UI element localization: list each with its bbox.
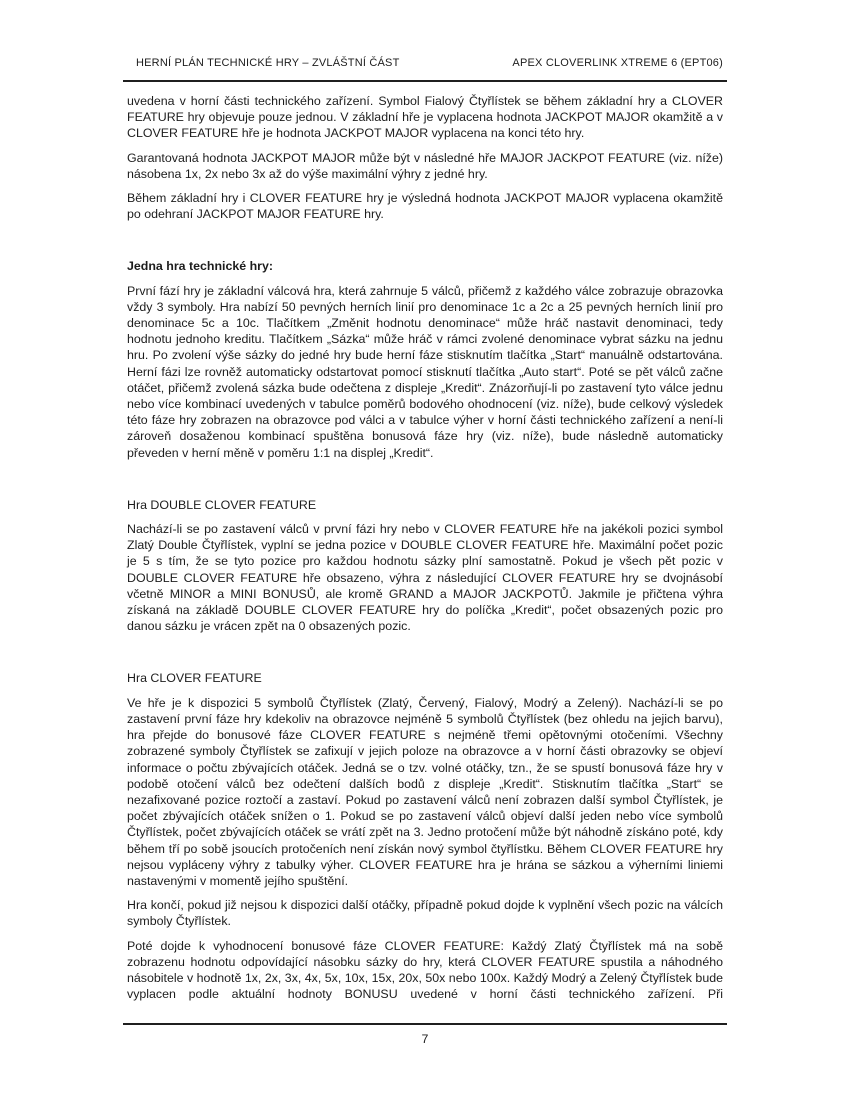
page-header	[127, 0, 723, 69]
footer-rule	[123, 1023, 727, 1025]
body-paragraph: První fází hry je základní válcová hra, která zahrnuje 5 válců, přičemž z každého válce zobrazuje obrazovka vždy 3 symboly. Hra nabízí 50 pevných herních linií pro denominace 1c a 2c a 25 pevných herních linií pro denominace 5c a 10c. Tlačítkem „Změnit hodnotu denominace“ může hráč nastavit denominaci, tedy hodnotu jednoho kreditu. Tlačítkem „Sázka“ může hráč v rámci zvolené denominace vybrat sázku na jednu hru. Po zvolení výše sázky do jedné hry bude herní fáze stisknutím tlačítka „Start“ manuálně odstartována. Herní fázi lze rovněž automaticky odstartovat pomocí stisknutí tlačítka „Auto start“. Poté se pět válců začne otáčet, přičemž zvolená sázka bude odečtena z displeje „Kredit“. Znázorňují-li po zastavení tyto válce jednu nebo více kombinací uvedených v tabulce poměrů bodového ohodnocení (viz. níže), bude celkový výsledek této fáze hry zobrazen na obrazovce pod válci a v tabulce výher v horní části technického zařízení a není-li zároveň dosaženou kombinací spuštěna bonusová fáze hry (viz. níže), bude následně automaticky převeden v herní měně v poměru 1:1 na displej „Kredit“.	[127, 283, 723, 460]
body-paragraph: Ve hře je k dispozici 5 symbolů Čtyřlístek (Zlatý, Červený, Fialový, Modrý a Zelený). Nachází-li se po zastavení první fáze hry kdekoliv na obrazovce nejméně 5 symbolů Čtyřlístek (bez ohledu na jejich barvu), hra přejde do bonusové fáze CLOVER FEATURE s nejméně třemi opětovnými otočeními. Všechny zobrazené symboly Čtyřlístek se zafixují v jejich poloze na obrazovce a v horní části obrazovky se objeví informace o počtu zbývajících otáček. Jedná se o tzv. volné otáčky, tzn., že se spustí bonusová fáze hry v podobě otočení válců bez odečtení dalších bodů z displeje „Kredit“. Stisknutím tlačítka „Start“ se nezafixované pozice roztočí a zastaví. Pokud po zastavení válců není zobrazen další symbol Čtyřlístek, je počet zbývajících otáček snížen o 1. Pokud se po zastavení válců objeví další jeden nebo více symbolů Čtyřlístek, počet zbývajících otáček se vrátí zpět na 3. Jedno protočení může být náhodně získáno poté, kdy během tří po sobě jsoucích protočeních není získán nový symbol čtyřlístku. Během CLOVER FEATURE hry nejsou vypláceny výhry z tabulky výher. CLOVER FEATURE hra je hrána se sázkou a výherními liniemi nastavenými v momentě jejího spuštění.	[127, 695, 723, 888]
section-heading-jedna-hra: Jedna hra technické hry:	[127, 259, 273, 274]
body-paragraph: Garantovaná hodnota JACKPOT MAJOR může být v následné hře MAJOR JACKPOT FEATURE (viz. níže) násobena 1x, 2x nebo 3x až do výše maximální výhry z jedné hry.	[127, 150, 723, 181]
header-title-right: APEX CLOVERLINK XTREME 6 (EPT06)	[512, 57, 723, 69]
header-title-left: HERNÍ PLÁN TECHNICKÉ HRY – ZVLÁŠTNÍ ČÁST	[136, 57, 400, 69]
body-paragraph: uvedena v horní části technického zařízení. Symbol Fialový Čtyřlístek se během základní hry a CLOVER FEATURE hry objevuje pouze jednou. V základní hře je vyplacena hodnota JACKPOT MAJOR okamžitě a v CLOVER FEATURE hře je hodnota JACKPOT MAJOR vyplacena na konci této hry.	[127, 94, 723, 141]
body-paragraph: Poté dojde k vyhodnocení bonusové fáze CLOVER FEATURE: Každý Zlatý Čtyřlístek má na sobě zobrazenu hodnotu odpovídající násobku sázky do hry, která CLOVER FEATURE spustila a náhodného násobitele v hodnotě 1x, 2x, 3x, 4x, 5x, 10x, 15x, 20x, 50x nebo 100x. Každý Modrý a Zelený Čtyřlístek bude vyplacen podle aktuální hodnoty BONUSU uvedené v horní části technického zařízení. Při	[127, 938, 723, 1002]
page-number: 7	[421, 1032, 429, 1046]
body-paragraph: Hra končí, pokud již nejsou k dispozici další otáčky, případně pokud dojde k vyplnění všech pozic na válcích symboly Čtyřlístek.	[127, 898, 723, 929]
body-paragraph: Během základní hry i CLOVER FEATURE hry je výsledná hodnota JACKPOT MAJOR vyplacena okamžitě po odehraní JACKPOT MAJOR FEATURE hry.	[127, 191, 723, 222]
body-paragraph: Nachází-li se po zastavení válců v první fázi hry nebo v CLOVER FEATURE hře na jakékoli pozici symbol Zlatý Double Čtyřlístek, vyplní se jedna pozice v DOUBLE CLOVER FEATURE hře. Maximální počet pozic je 5 s tím, že se tyto pozice pro každou hodnotu sázky plní samostatně. Pokud je všech pět pozic v DOUBLE CLOVER FEATURE hře obsazeno, výhra z následující CLOVER FEATURE hry se dvojnásobí včetně MINOR a MINI BONUSŮ, ale kromě GRAND a MAJOR JACKPOTŮ. Jakmile je přičtena výhra získaná na základě DOUBLE CLOVER FEATURE hry do políčka „Kredit“, počet obsazených pozic pro danou sázku je vrácen zpět na 0 obsazených pozic.	[127, 522, 723, 634]
document-body	[127, 82, 723, 1002]
section-heading-double-clover-feature: Hra DOUBLE CLOVER FEATURE	[127, 497, 317, 512]
page-footer	[123, 1023, 727, 1046]
section-heading-clover-feature: Hra CLOVER FEATURE	[127, 671, 262, 686]
text-column	[127, 0, 723, 1002]
